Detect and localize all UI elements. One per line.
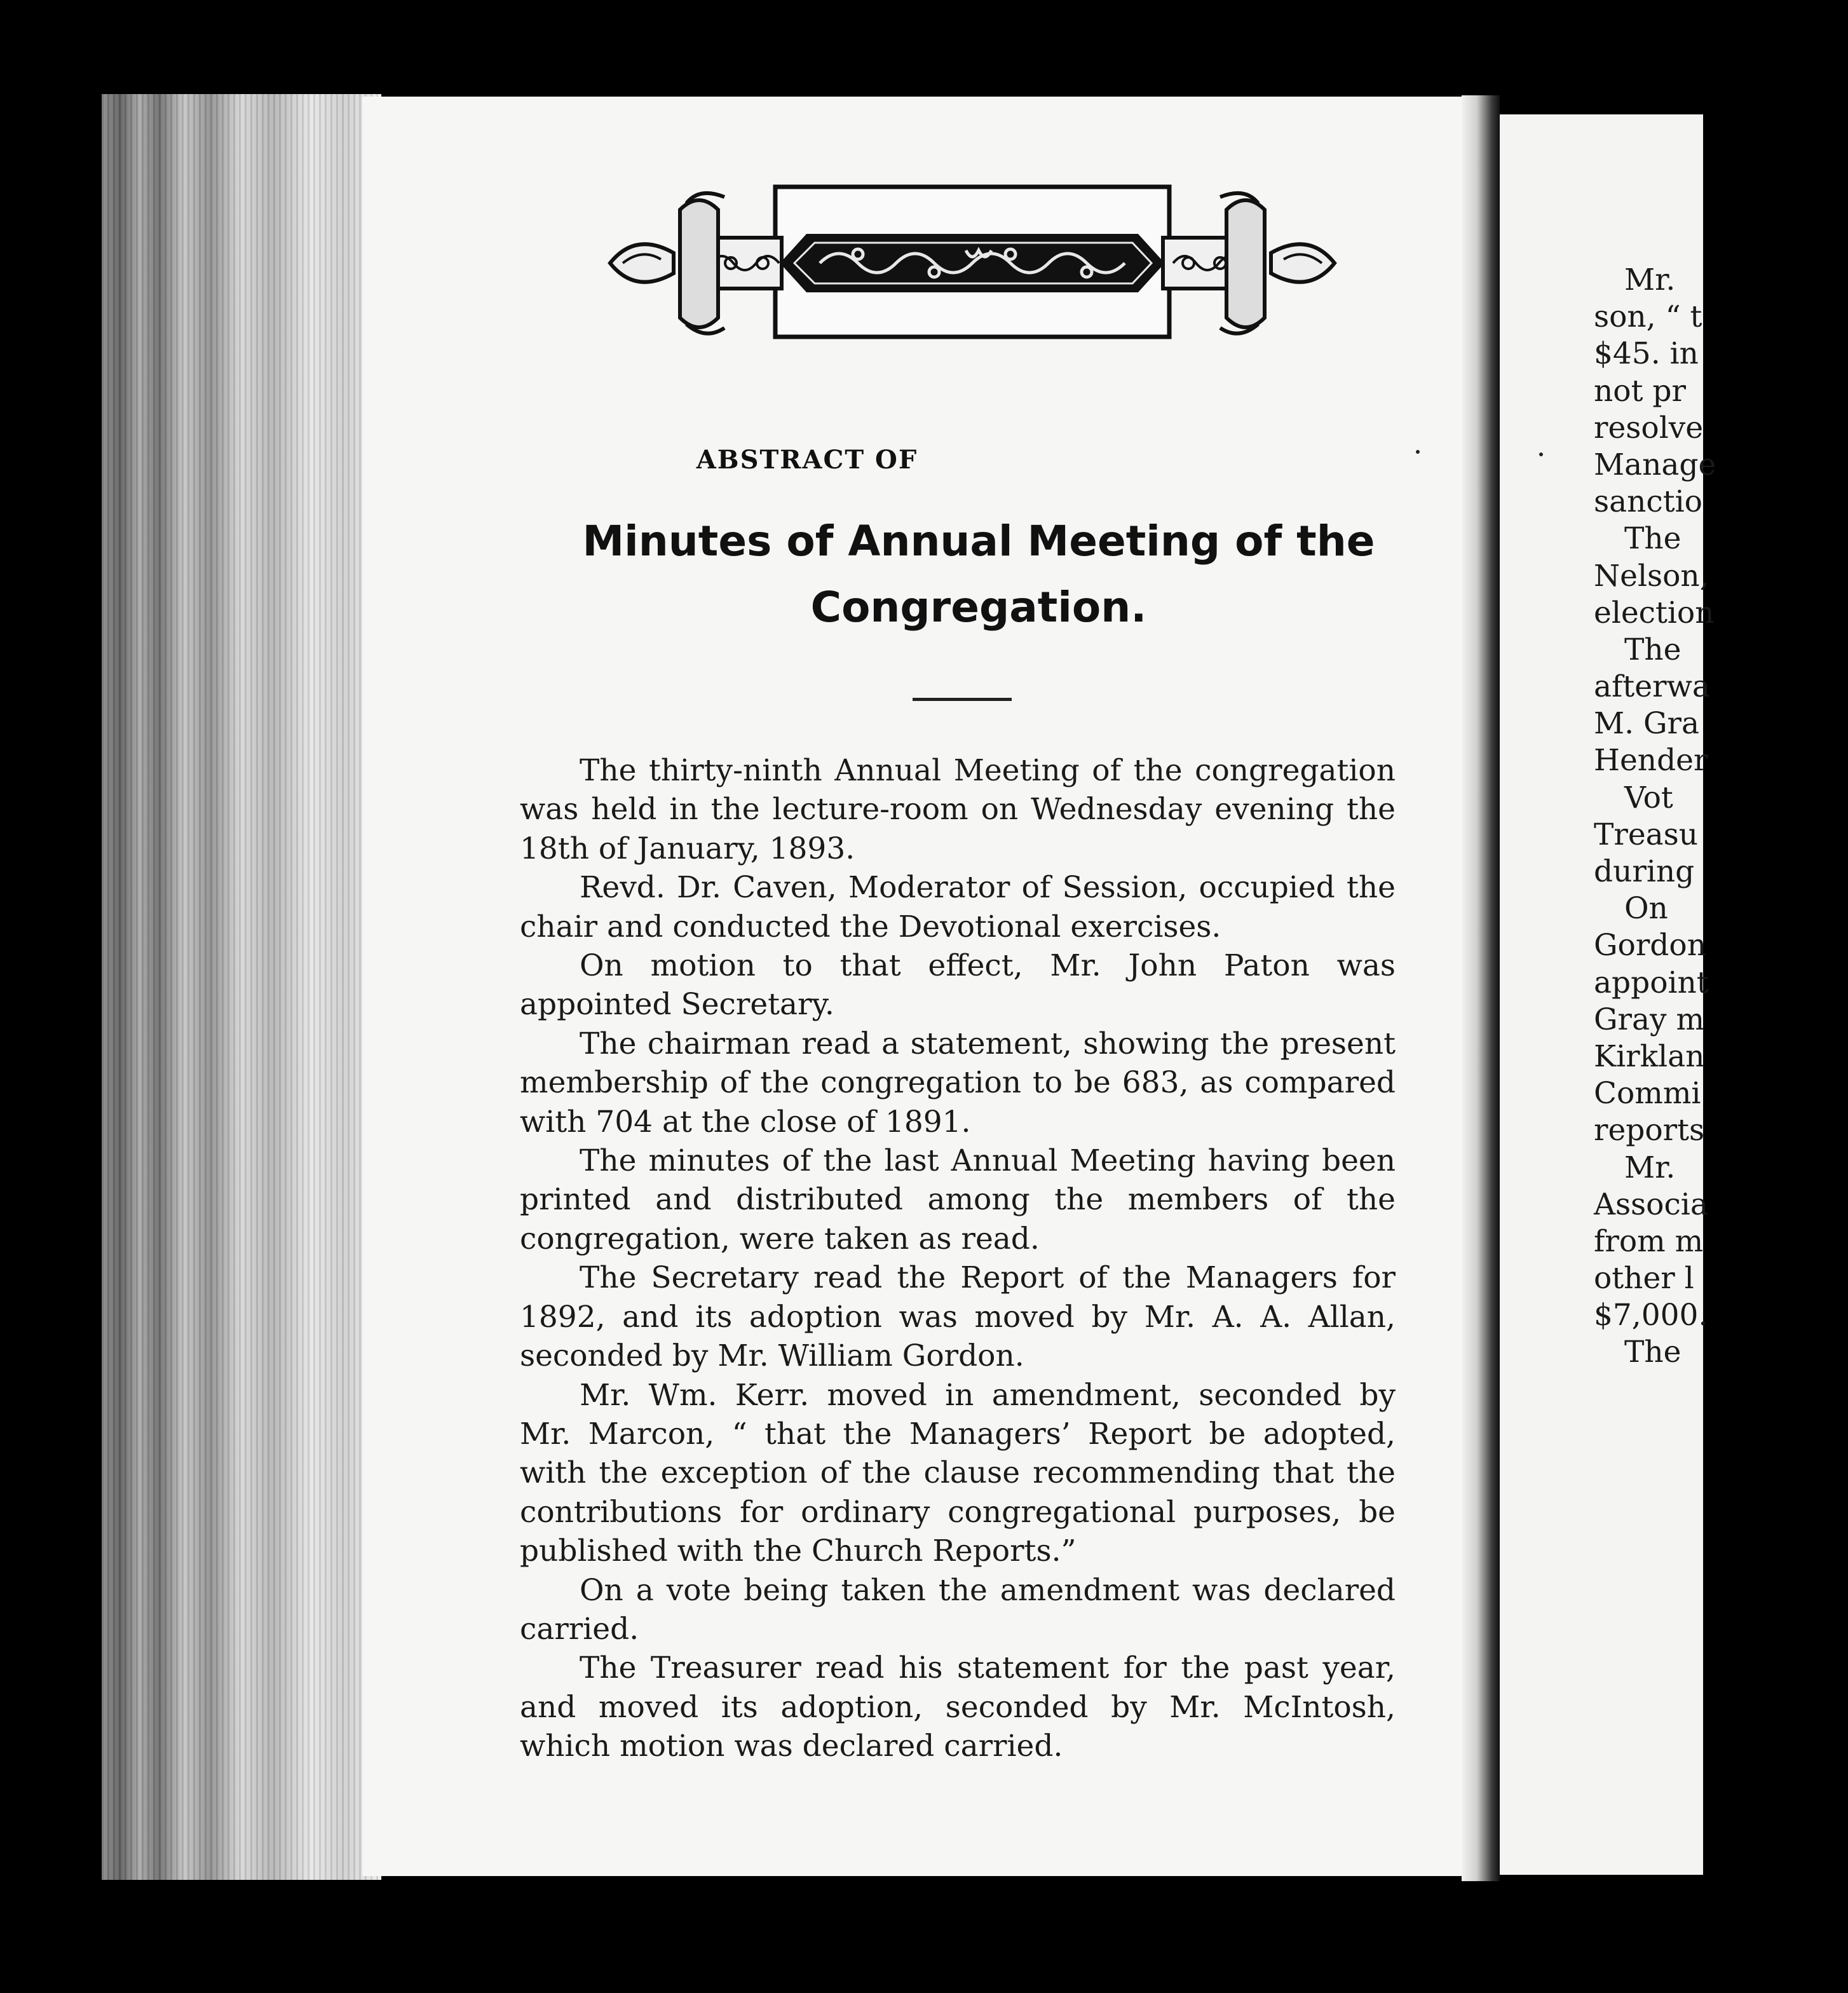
right-page-text xyxy=(1594,262,1848,1371)
right-page-line: Gordon xyxy=(1594,928,1706,963)
right-page-line: Hender xyxy=(1594,743,1708,779)
paragraph: On motion to that effect, Mr. John Paton was appointed Secretary. xyxy=(520,948,1396,1023)
right-page-line: resolve xyxy=(1594,410,1704,446)
paragraph: On a vote being taken the amendment was declared carried. xyxy=(520,1572,1396,1647)
right-page-line: Manage xyxy=(1594,447,1716,482)
paragraph: The minutes of the last Annual Meeting having been printed and distributed among the members of the congregation, were taken as read. xyxy=(520,1143,1396,1256)
right-page-line: not pr xyxy=(1594,373,1686,409)
right-page-line: Mr. xyxy=(1624,1150,1676,1185)
title-line-2: Congregation. xyxy=(810,583,1147,632)
paragraph: Mr. Wm. Kerr. moved in amendment, seconded by Mr. Marcon, “ that the Managers’ Report be adopted, with the exception of the clause recommending that the contributions for ordinary congregational purposes, be published with the Church Reports.” xyxy=(520,1377,1396,1569)
right-page-line: election xyxy=(1594,595,1715,630)
minutes-body xyxy=(520,751,1396,1766)
paragraph: The chairman read a statement, showing the present membership of the congregation to be 683, as compared with 704 at the close of 1891. xyxy=(520,1026,1396,1139)
right-page-line: $45. in xyxy=(1594,336,1699,372)
paragraph: The Secretary read the Report of the Managers for 1892, and its adoption was moved by Mr. A. A. Allan, seconded by Mr. William Gordon. xyxy=(520,1260,1396,1374)
decorative-scroll-ornament xyxy=(604,184,1341,343)
right-page-line: during xyxy=(1594,854,1695,889)
right-page-line: Vot xyxy=(1624,780,1673,815)
right-page-line: Commi xyxy=(1594,1076,1701,1112)
right-page-line: $7,000. xyxy=(1594,1298,1708,1333)
right-page-line: On xyxy=(1624,891,1668,927)
right-page-line: Kirklan xyxy=(1594,1038,1705,1074)
right-page-line: reports xyxy=(1594,1113,1705,1148)
right-page-line: son, “ t xyxy=(1594,299,1702,335)
abstract-kicker: ABSTRACT OF xyxy=(696,445,918,475)
right-page-line: Associa xyxy=(1594,1187,1708,1222)
right-page xyxy=(1500,114,1716,1875)
paragraph: The thirty-ninth Annual Meeting of the congregation was held in the lecture-room on Wednesday evening the 18th of January, 1893. xyxy=(520,753,1396,866)
right-page-line: The xyxy=(1624,521,1682,557)
paragraph: Revd. Dr. Caven, Moderator of Session, occupied the chair and conducted the Devotional exercises. xyxy=(520,870,1396,944)
right-page-line: Treasu xyxy=(1594,817,1699,852)
book-gutter xyxy=(1462,95,1500,1881)
right-page-line: The xyxy=(1624,1335,1682,1370)
paragraph: The Treasurer read his statement for the past year, and moved its adoption, seconded by Mr. McIntosh, which motion was declared carried. xyxy=(520,1650,1396,1764)
right-page-line: appoint xyxy=(1594,965,1709,1000)
right-page-line: other l xyxy=(1594,1261,1694,1296)
right-page-line: The xyxy=(1624,632,1682,667)
right-page-line: M. Gra xyxy=(1594,706,1700,742)
right-page-line: from m xyxy=(1594,1223,1704,1259)
title-line-1: Minutes of Annual Meeting of the xyxy=(582,517,1375,566)
right-page-line: afterwa xyxy=(1594,669,1710,705)
right-page-line: Nelson, xyxy=(1594,558,1709,594)
book-page-edges xyxy=(102,94,381,1880)
right-page-line: Gray m xyxy=(1594,1002,1705,1037)
right-page-line: sanctio xyxy=(1594,484,1702,520)
title-divider xyxy=(913,698,1012,701)
print-speck xyxy=(1539,452,1543,456)
print-speck xyxy=(1416,450,1420,454)
page-title xyxy=(559,508,1398,641)
right-page-line: Mr. xyxy=(1624,262,1676,297)
abstract-heading xyxy=(0,445,1703,475)
